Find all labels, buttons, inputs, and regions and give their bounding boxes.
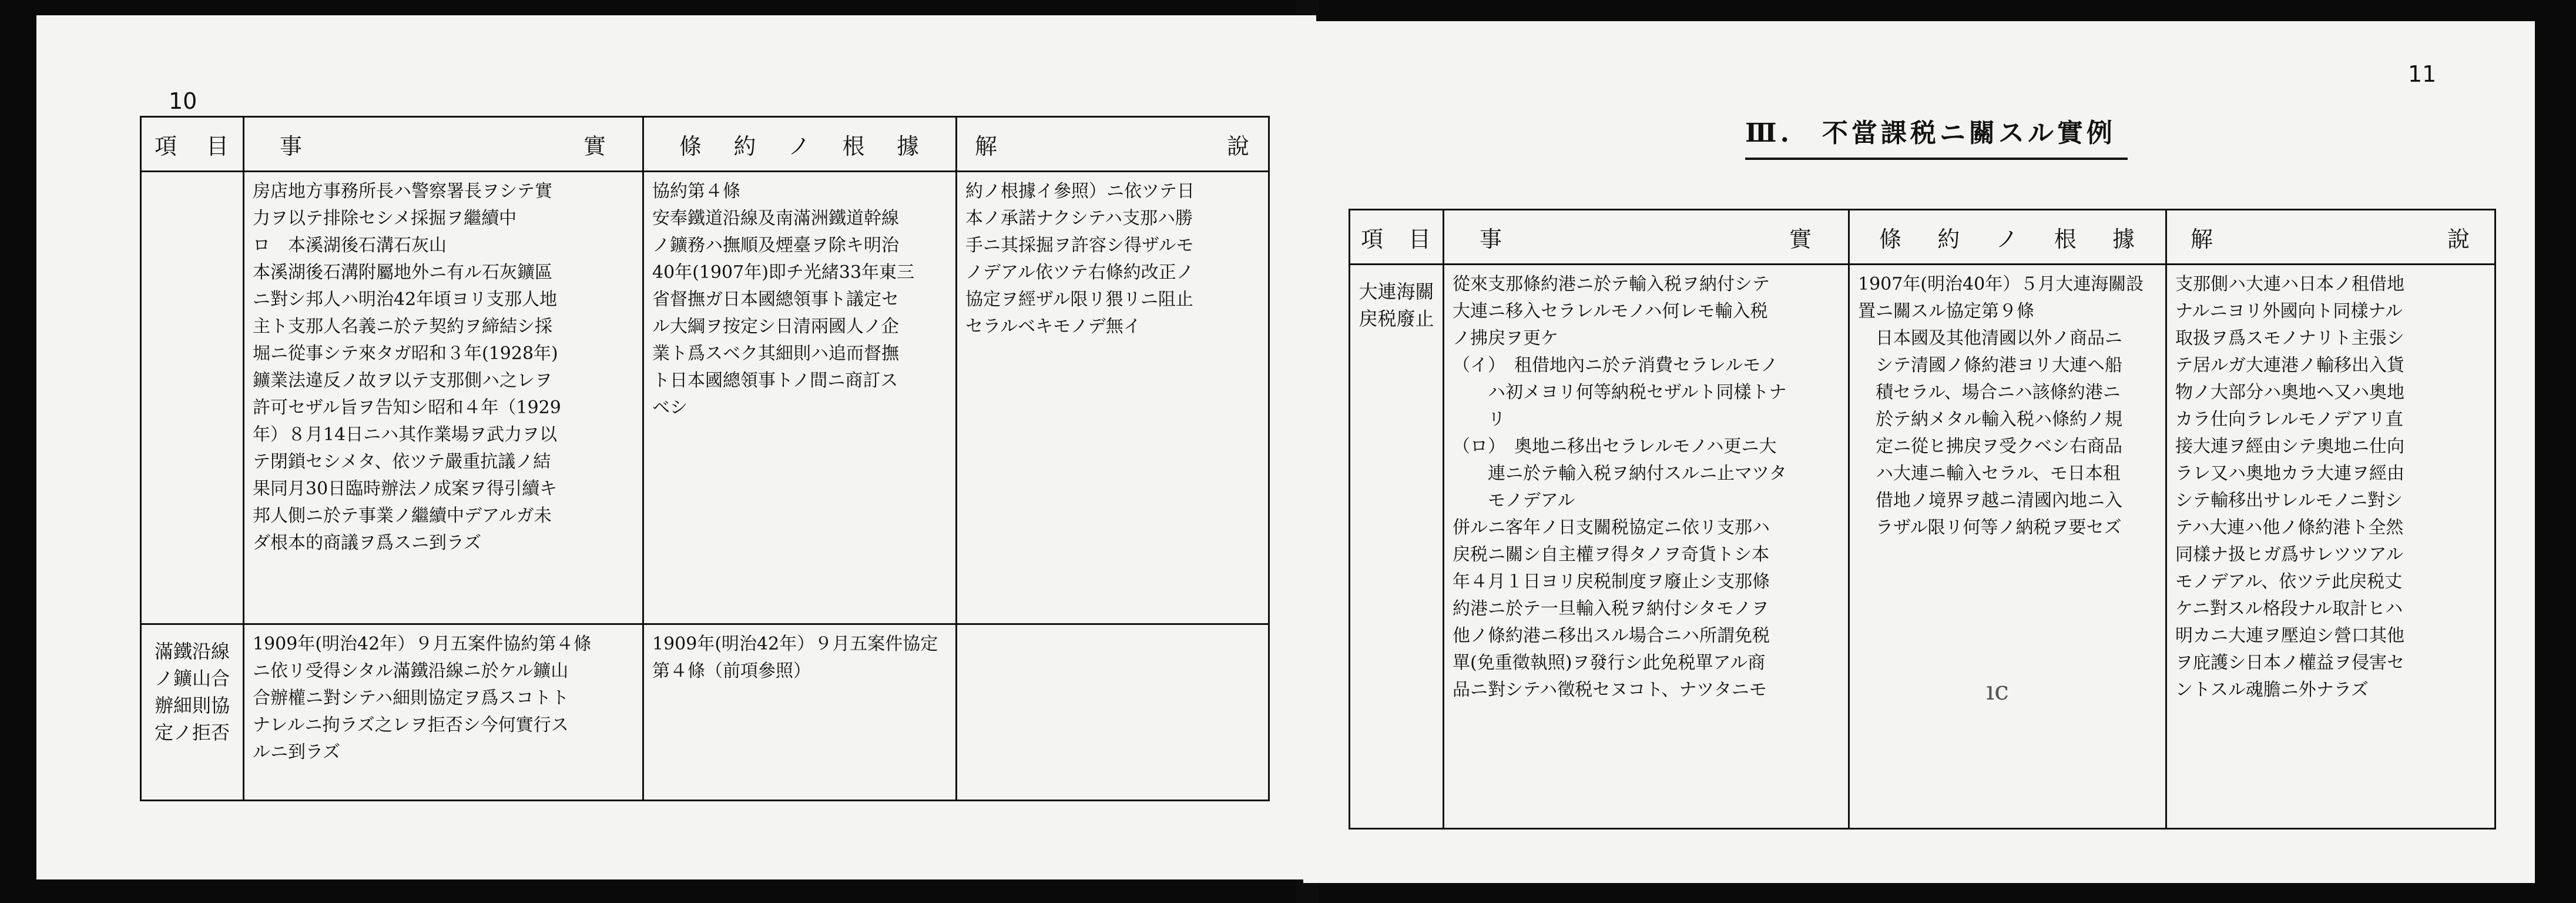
page-number-left: 10	[169, 88, 197, 114]
fact-cell: 從來支那條約港ニ於テ輸入税ヲ納付シテ 大連ニ移入セラレルモノハ何レモ輸入税 ノ拂戻ヲ更ケ （イ） 租借地內ニ於テ消費セラレルモノ ハ初メヨリ何等納税セザルト同樣トナ リ （ロ） 奧地ニ移出セラレルモノハ更ニ大 連ニ於テ輸入税ヲ納付スルニ止マツタ モノデアル 併ルニ客年ノ日支關税協定ニ依リ支那ハ 戻税ニ關シ自主權ヲ得タノヲ奇貨トシ本 年４月１日ヨリ戻税制度ヲ廢止シ支那條 約港ニ於テ一旦輸入税ヲ納付シタモノヲ 他ノ條約港ニ移出スル場合ニハ所謂免税 單(免重徵執照)ヲ發行シ此免税單アル商 品ニ對シテハ徵税セヌコト、ナツタニモ	[1444, 265, 1849, 829]
fact-cell: 房店地方事務所長ハ警察署長ヲシテ實 力ヲ以テ排除セシメ採掘ヲ繼續中 ロ 本溪湖後石溝石灰山 本溪湖後石溝附屬地外ニ有ル石灰鑛區 ニ對シ邦人ハ明治42年頃ヨリ支那人地 主ト支那人名義ニ於テ契約ヲ締結シ採 堀ニ從事シテ來タガ昭和３年(1928年) 鑛業法違反ノ故ヲ以テ支那側ハ之レヲ 許可セザル旨ヲ告知シ昭和４年（1929 年）８月14日ニハ其作業場ヲ武力ヲ以 テ閉鎖セシメタ、依ツテ嚴重抗議ノ結 果同月30日臨時辦法ノ成案ヲ得引續キ 邦人側ニ於テ事業ノ繼續中デアルガ未 ダ根本的商議ヲ爲スニ到ラズ	[244, 172, 643, 624]
page-number-right: 11	[2408, 61, 2437, 87]
right-table-header	[1350, 210, 2496, 265]
right-table	[1349, 209, 2496, 830]
fact-cell: 1909年(明治42年）９月五案件協約第４條 ニ依リ受得シタル滿鐵沿線ニ於ケル鑛山 合辦權ニ對シテハ細則協定ヲ爲スコトト ナレルニ拘ラズ之レヲ拒否シ今何實行ス ルニ到ラズ	[244, 624, 643, 801]
left-table-header	[141, 117, 1269, 172]
header-explanation: 解 說	[957, 117, 1269, 172]
section-title: Ⅲ. 不當課税ニ關スル實例	[1745, 112, 2128, 160]
header-explanation: 解 說	[2166, 210, 2496, 265]
left-table	[140, 116, 1270, 801]
basis-cell: 1909年(明治42年）９月五案件協定 第４條（前項參照）	[643, 624, 957, 801]
header-basis: 條 約 ノ 根 據	[643, 117, 957, 172]
item-cell	[141, 172, 244, 624]
table-row	[1350, 265, 2496, 829]
item-cell: 大連海關 戻税廢止	[1350, 265, 1444, 829]
table-row	[141, 172, 1269, 624]
explanation-cell: 支那側ハ大連ハ日本ノ租借地 ナルニヨリ外國向ト同樣ナル 取扱ヲ爲スモノナリト主張シ テ居ルガ大連港ノ輸移出入貨 物ノ大部分ハ奧地ヘ又ハ奧地 カラ仕向ラレルモノデアリ直 接大連ヲ經由シテ奧地ニ仕向 ラレ又ハ奧地カラ大連ヲ經由 シテ輸移出サレルモノニ對シ テハ大連ハ他ノ條約港ト全然 同樣ナ扱ヒガ爲サレツツアル モノデアル、依ツテ此戻税丈 ケニ對スル格段ナル取計ヒハ 明カニ大連ヲ壓迫シ營口其他 ヲ庇護シ日本ノ權益ヲ侵害セ ントスル魂膽ニ外ナラズ	[2166, 265, 2496, 829]
explanation-cell: 約ノ根據イ參照）ニ依ツテ日 本ノ承諾ナクシテハ支那ハ勝 手ニ其採掘ヲ許容シ得ザルモ ノデアル依ツテ右條約改正ノ 協定ヲ經ザル限リ猥リニ阻止 セラルベキモノデ無イ	[957, 172, 1269, 624]
header-item: 項 目	[1350, 210, 1444, 265]
header-basis: 條 約 ノ 根 據	[1849, 210, 2166, 265]
margin-mark: ıc	[1986, 676, 2009, 706]
header-fact: 事 實	[244, 117, 643, 172]
header-fact: 事 實	[1444, 210, 1849, 265]
item-cell: 滿鐵沿線 ノ鑛山合 辦細則協 定ノ拒否	[141, 624, 244, 801]
basis-cell: 協約第４條 安奉鐵道沿線及南滿洲鐵道幹線 ノ鑛務ハ撫順及煙臺ヲ除キ明治 40年(1907年)即チ光緒33年東三 省督撫ガ日本國總領事ト議定セ ル大綱ヲ按定シ日清兩國人ノ企 業ト爲スベク其細則ハ追而督撫 ト日本國總領事トノ間ニ商訂ス ベシ	[643, 172, 957, 624]
explanation-cell	[957, 624, 1269, 801]
basis-cell: 1907年(明治40年）５月大連海關設 置ニ關スル協定第９條 日本國及其他清國以外ノ商品ニ シテ清國ノ條約港ヨリ大連ヘ船 積セラル、場合ニハ該條約港ニ 於テ納メタル輸入税ハ條約ノ規 定ニ從ヒ拂戻ヲ受クベシ右商品 ハ大連ニ輸入セラル、モ日本租 借地ノ境界ヲ越ニ清國內地ニ入 ラザル限リ何等ノ納税ヲ要セズ	[1849, 265, 2166, 829]
header-item: 項 目	[141, 117, 244, 172]
table-row	[141, 624, 1269, 801]
